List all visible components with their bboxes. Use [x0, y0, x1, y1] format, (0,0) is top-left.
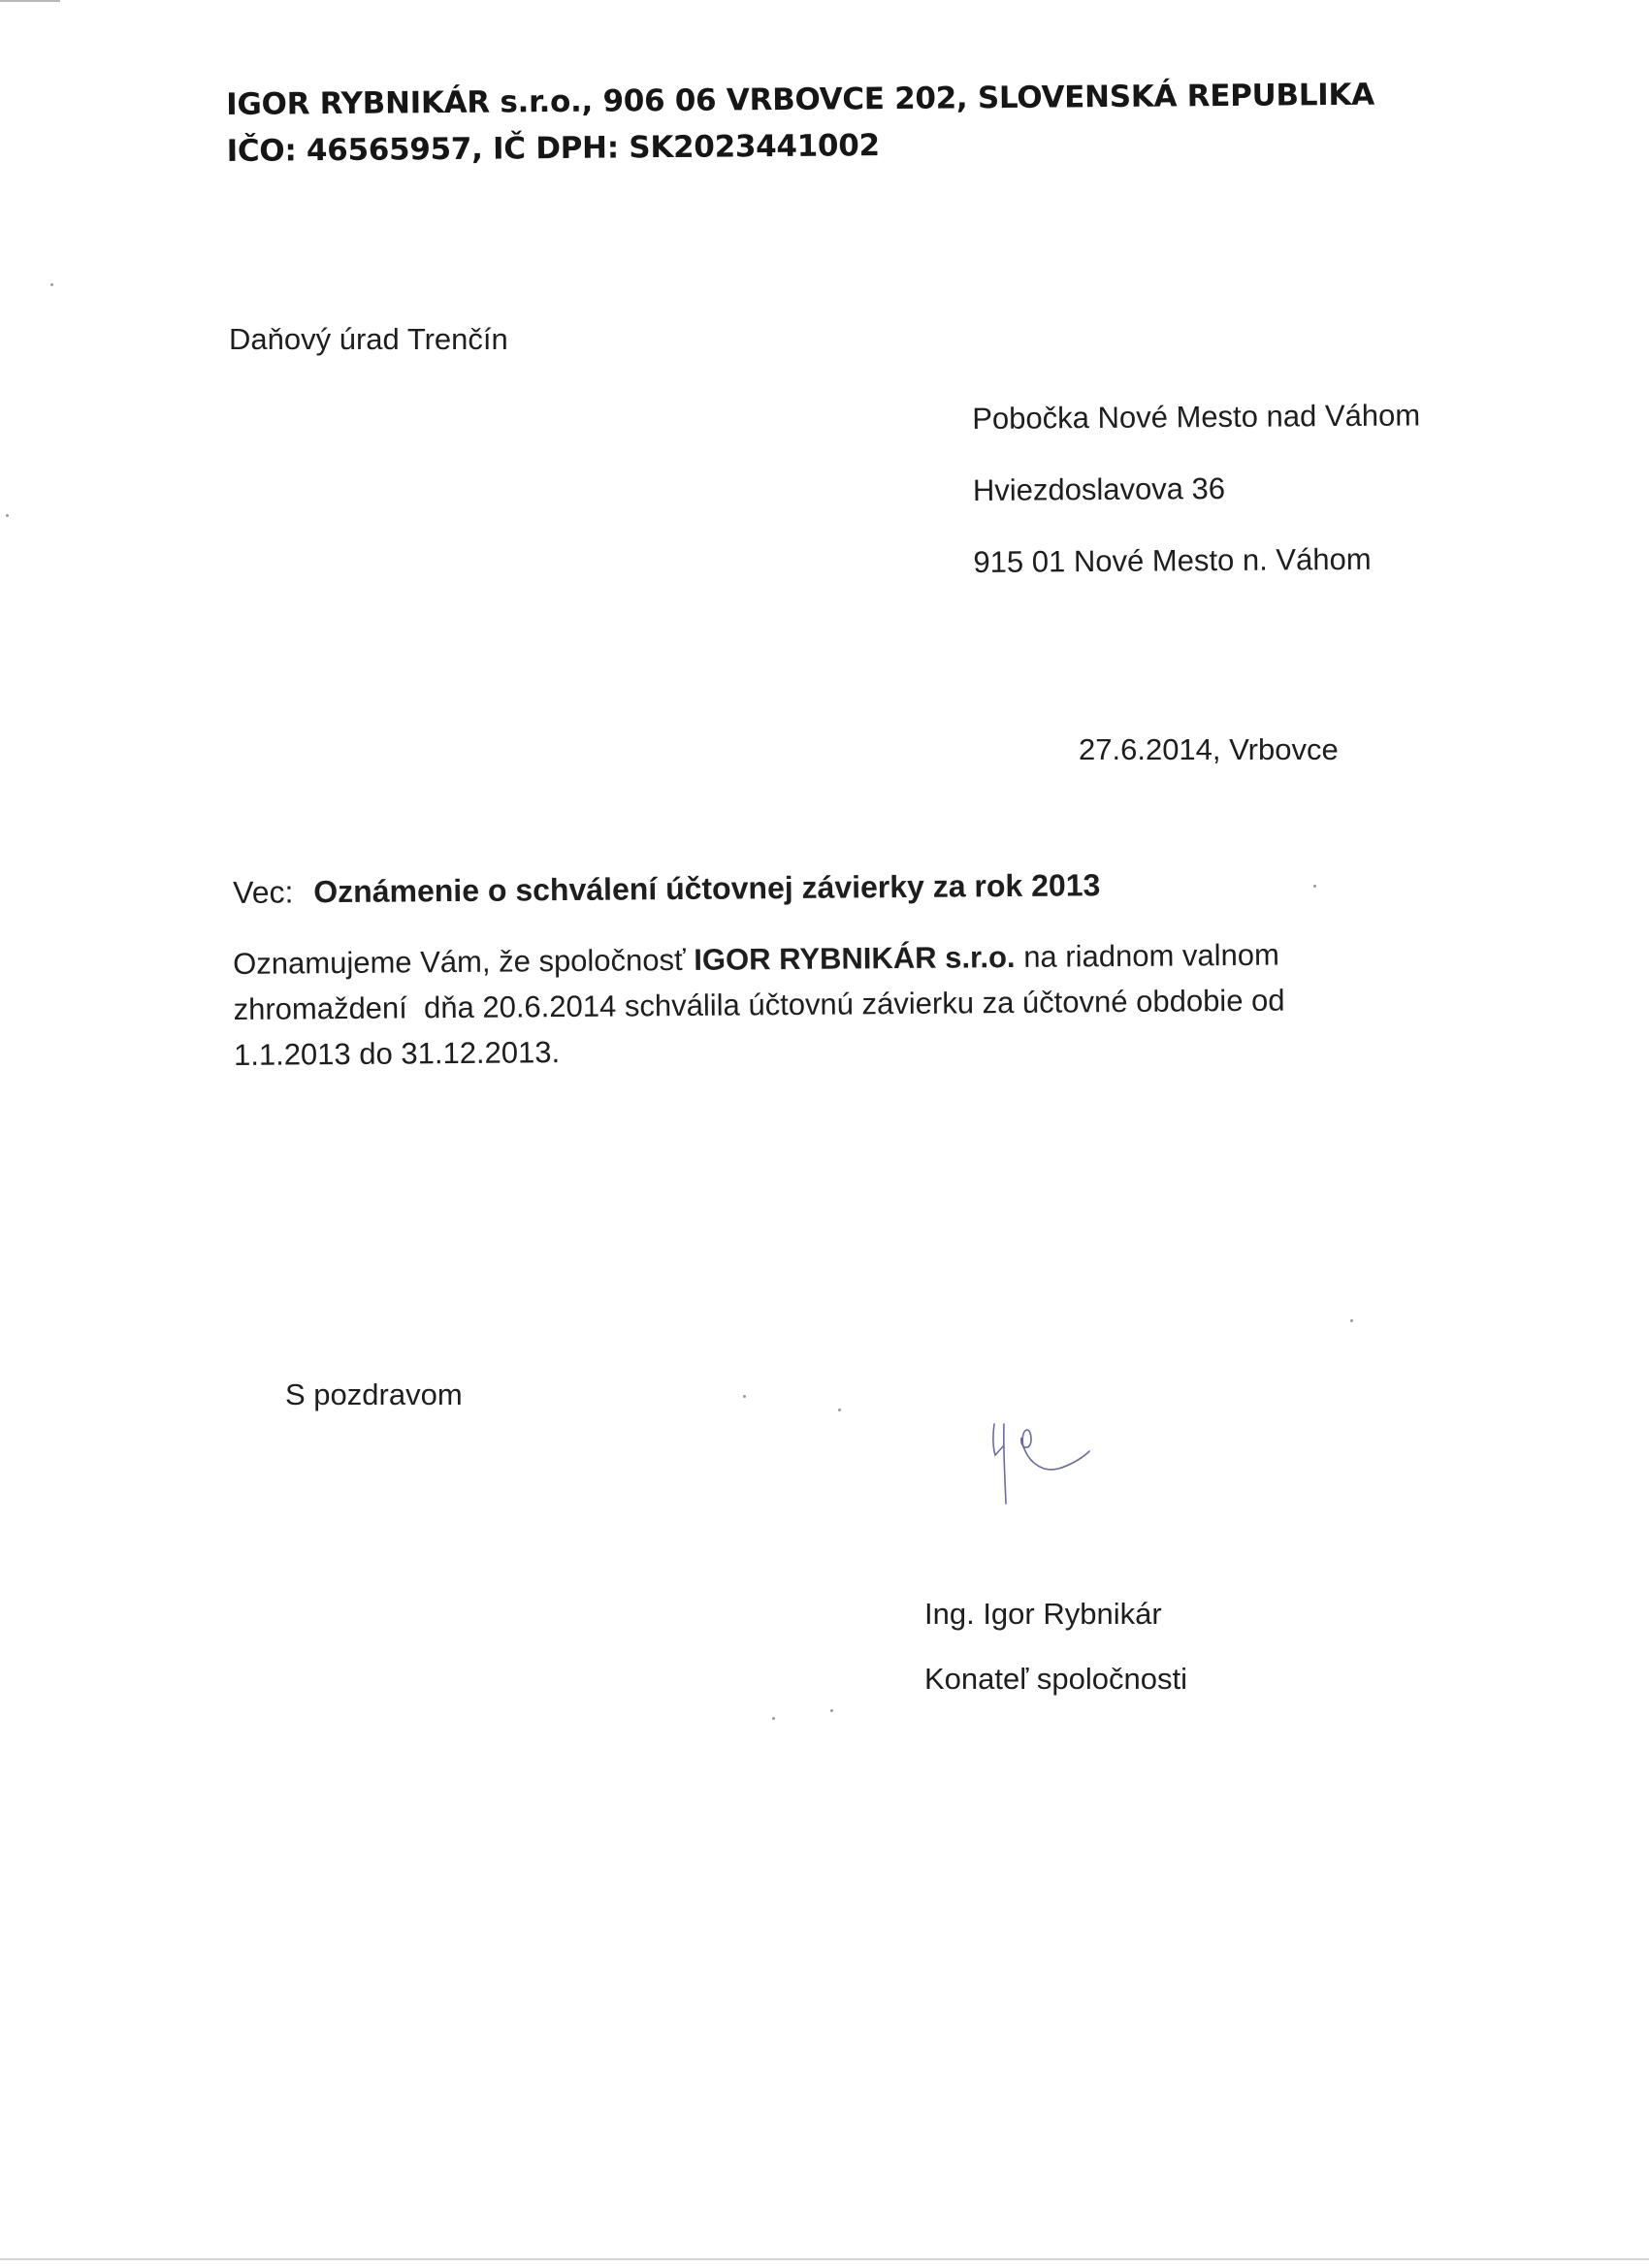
date-place: 27.6.2014, Vrbovce: [1079, 732, 1339, 766]
body-intro: Oznamujeme Vám, že spoločnosť: [233, 942, 686, 981]
recipient-street: Hviezdoslavova 36: [972, 470, 1226, 507]
scan-speck: [1350, 1319, 1353, 1322]
scan-speck: [838, 1409, 841, 1411]
letterhead: [226, 72, 1391, 175]
recipient-branch: Pobočka Nové Mesto nad Váhom: [972, 398, 1421, 436]
signatory-block: [924, 1581, 1187, 1711]
recipient-city: 915 01 Nové Mesto n. Váhom: [973, 541, 1372, 579]
signatory-name: Ing. Igor Rybnikár: [924, 1597, 1162, 1631]
body-company-name: IGOR RYBNIKÁR s.r.o.: [694, 939, 1016, 977]
scan-speck: [1313, 885, 1316, 888]
scan-speck: [830, 1709, 833, 1712]
letterhead-company-address: IGOR RYBNIKÁR s.r.o., 906 06 VRBOVCE 202, SLOVENSKÁ REPUBLIKA: [226, 77, 1374, 122]
handwritten-signature: [985, 1418, 1111, 1515]
scan-bottom-edge: [0, 2258, 1649, 2260]
scan-speck: [50, 283, 53, 286]
body-line-2: zhromaždení dňa 20.6.2014 schválila účtovnú závierku za účtovné obdobie od: [233, 983, 1285, 1026]
body-after-company: na riadnom valnom: [1023, 937, 1280, 974]
recipient-address: [972, 379, 1422, 599]
scan-speck: [772, 1717, 775, 1720]
signatory-role: Konateľ spoločnosti: [924, 1662, 1187, 1696]
body-line-3: 1.1.2013 do 31.12.2013.: [233, 1035, 561, 1072]
body-paragraph: [233, 930, 1407, 1078]
scan-edge-mark: [0, 0, 60, 2]
scan-speck: [743, 1395, 746, 1398]
letterhead-tax-ids: IČO: 46565957, IČ DPH: SK2023441002: [226, 128, 880, 169]
subject-text: Oznámenie o schválení účtovnej závierky za rok 2013: [313, 867, 1101, 910]
subject-line: [233, 867, 1100, 911]
scan-speck: [6, 514, 9, 517]
recipient-name: Daňový úrad Trenčín: [229, 322, 508, 356]
closing-greeting: S pozdravom: [285, 1377, 463, 1411]
subject-label: Vec:: [233, 874, 294, 910]
